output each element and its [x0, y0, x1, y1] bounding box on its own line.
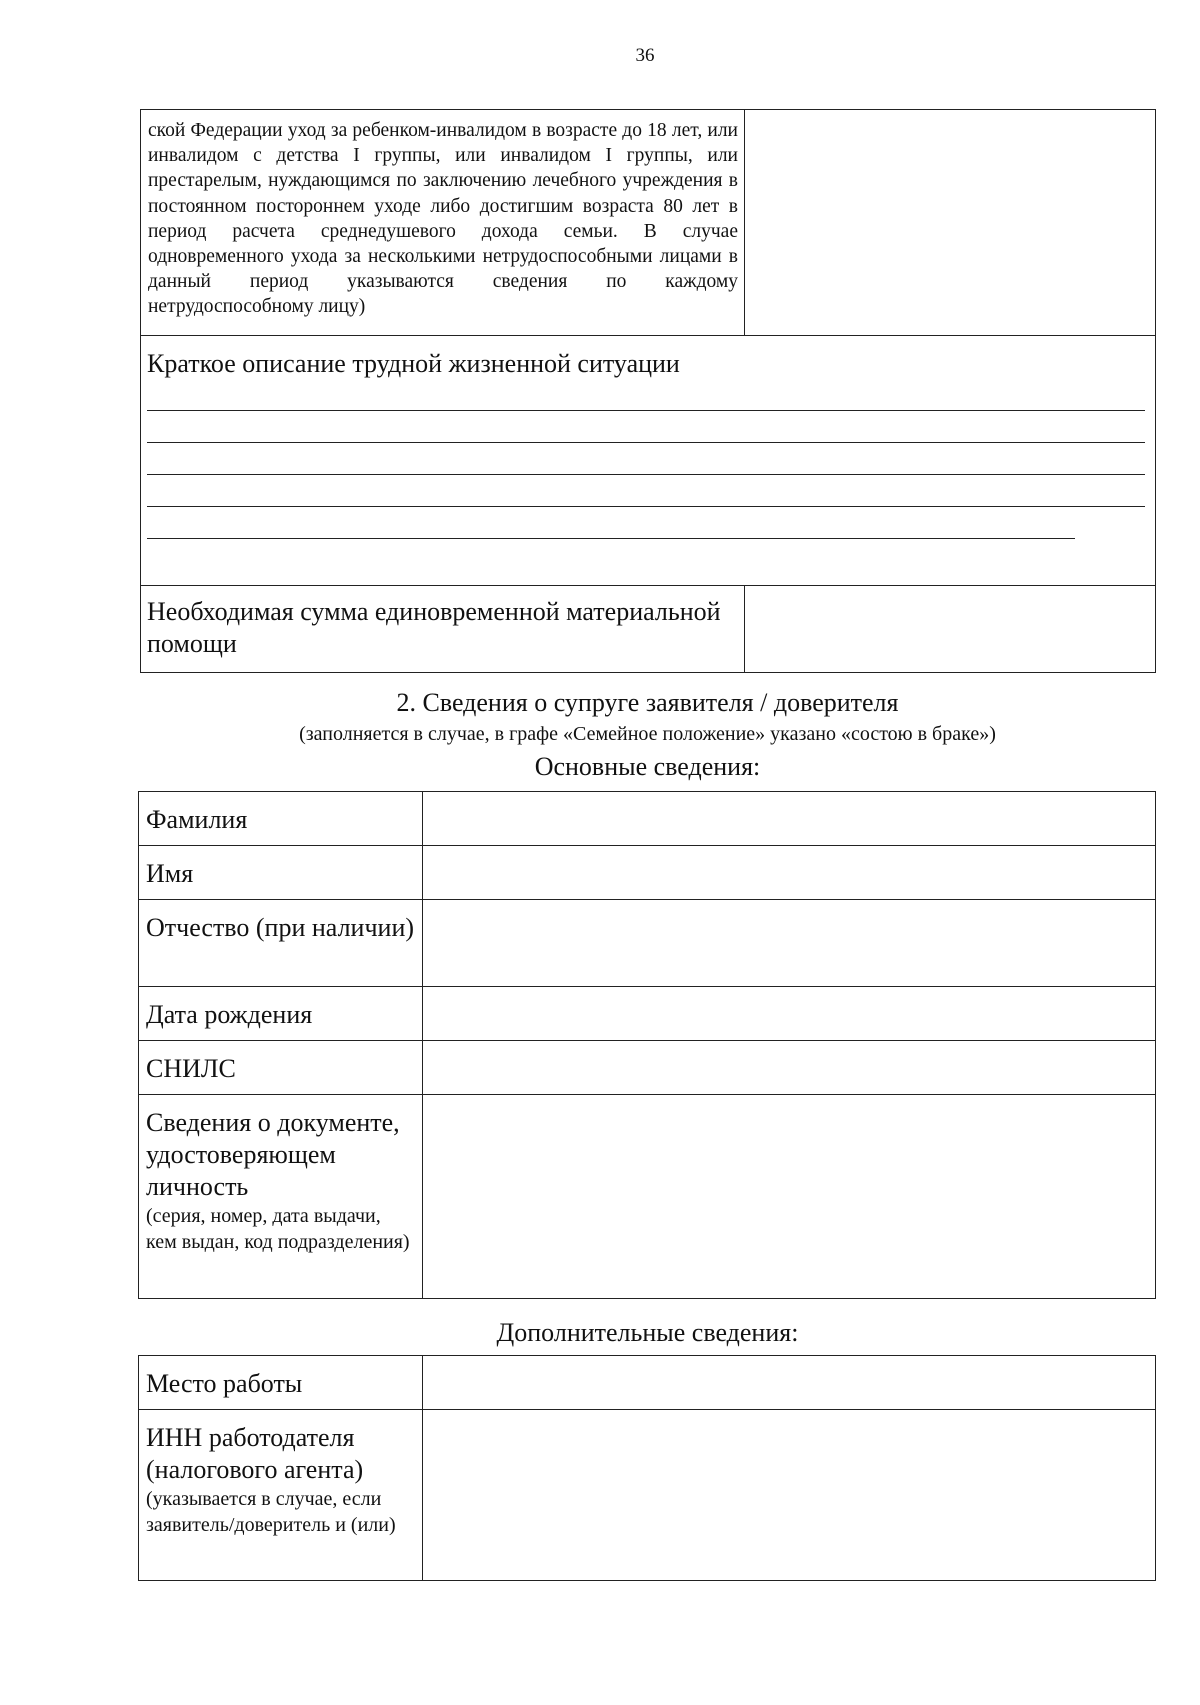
- table-row: [139, 1095, 1156, 1299]
- workplace-label: Место работы: [139, 1356, 423, 1410]
- additional-info-heading: Дополнительные сведения:: [496, 1318, 799, 1347]
- writing-line[interactable]: [147, 538, 1075, 539]
- table-row: [139, 792, 1156, 846]
- spouse-additional-info-table: [138, 1355, 1156, 1581]
- care-description-text: ской Федерации уход за ребенком-инвалидом в возрасте до 18 лет, или инвалидом с детства I группы, или инвалидом I группы, или престарелым, нуждающимся по заключению лечебного учреждения в постоянном постороннем уходе либо достигшим возраста 80 лет в период расчета среднедушевого дохода семьи. В случае одновременного ухода за несколькими нетрудоспособными лицами в данный период указываются сведения по каждому нетрудоспособному лицу): [141, 110, 745, 336]
- spouse-basic-info-table: [138, 791, 1156, 1299]
- table-row: [139, 1356, 1156, 1410]
- identity-document-label: Сведения о документе, удостоверяющем личность: [146, 1108, 400, 1201]
- patronymic-field[interactable]: [423, 900, 1156, 987]
- table-row: [139, 1041, 1156, 1095]
- section-2-subtitle: (заполняется в случае, в графе «Семейное положение» указано «состою в браке»): [299, 723, 996, 745]
- birth-date-label: Дата рождения: [139, 987, 423, 1041]
- situation-description-label: Краткое описание трудной жизненной ситуации: [147, 349, 680, 378]
- care-info-field[interactable]: [745, 110, 1156, 336]
- table-row: [139, 987, 1156, 1041]
- identity-document-note: (серия, номер, дата выдачи, кем выдан, код подразделения): [146, 1205, 410, 1253]
- first-name-label: Имя: [139, 846, 423, 900]
- writing-line[interactable]: [147, 410, 1145, 411]
- table-row: [139, 846, 1156, 900]
- employer-inn-note: (указывается в случае, если заявитель/доверитель и (или): [146, 1488, 396, 1536]
- situation-description-cell[interactable]: [141, 336, 1156, 586]
- identity-document-field[interactable]: [423, 1095, 1156, 1299]
- snils-label: СНИЛС: [139, 1041, 423, 1095]
- first-name-field[interactable]: [423, 846, 1156, 900]
- workplace-field[interactable]: [423, 1356, 1156, 1410]
- patronymic-label: Отчество (при наличии): [139, 900, 423, 987]
- amount-label: Необходимая сумма единовременной материальной помощи: [141, 586, 745, 673]
- identity-document-label-cell: [139, 1095, 423, 1299]
- basic-info-heading: Основные сведения:: [534, 752, 761, 781]
- table-row: [139, 1410, 1156, 1581]
- page-number: 36: [635, 45, 655, 66]
- employer-inn-label: ИНН работодателя (налогового агента): [146, 1423, 364, 1484]
- employer-inn-label-cell: [139, 1410, 423, 1581]
- surname-label: Фамилия: [139, 792, 423, 846]
- surname-field[interactable]: [423, 792, 1156, 846]
- application-table-continued: [140, 109, 1156, 673]
- section-2-title: 2. Сведения о супруге заявителя / доверителя: [396, 688, 899, 717]
- writing-line[interactable]: [147, 474, 1145, 475]
- employer-inn-field[interactable]: [423, 1410, 1156, 1581]
- writing-line[interactable]: [147, 442, 1145, 443]
- writing-line[interactable]: [147, 506, 1145, 507]
- table-row: [139, 900, 1156, 987]
- birth-date-field[interactable]: [423, 987, 1156, 1041]
- amount-field[interactable]: [745, 586, 1156, 673]
- snils-field[interactable]: [423, 1041, 1156, 1095]
